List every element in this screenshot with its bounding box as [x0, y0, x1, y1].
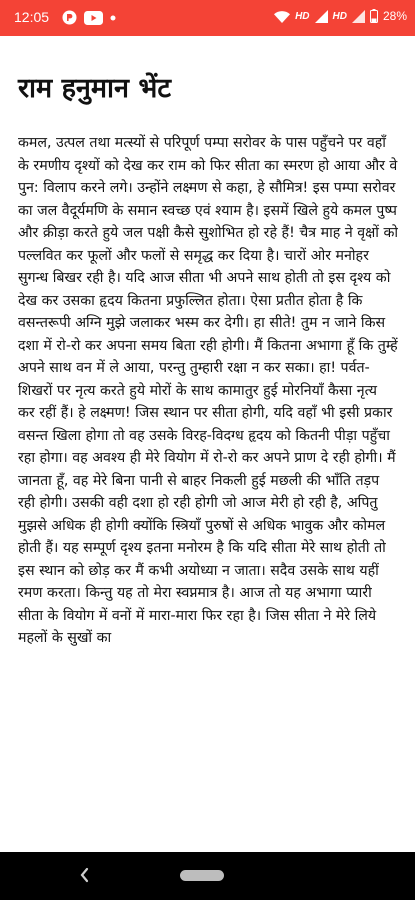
- status-right: [274, 9, 407, 23]
- dot-icon: [110, 15, 116, 21]
- network-type-1: HD: [295, 10, 310, 22]
- status-time: 12:05: [14, 9, 50, 25]
- notification-icons: [62, 10, 116, 25]
- status-bar: [0, 0, 415, 36]
- back-icon[interactable]: [78, 866, 90, 888]
- pocket-casts-icon: [62, 10, 77, 25]
- signal-icon: [315, 10, 328, 23]
- article-text: कमल, उत्पल तथा मत्स्यों से परिपूर्ण पम्पा सरोवर के पास पहुँचने पर वहाँ के रमणीय दृश्यों को देख कर राम को फिर सीता का स्मरण हो आया और वे पुन: विलाप करने लगे। उन्होंने लक्ष्मण से कहा, हे सौमित्र! इस पम्पा सरोवर का जल वैदूर्यमणि के समान स्वच्छ एवं श्याम है। इसमें खिले हुये कमल पुष्प और क्रीड़ा करते हुये जल पक्षी कैसे सुशोभित हो रहे हैं! चैत्र माह ने वृक्षों को पल्लवित कर फूलों और फलों से समृद्ध कर दिया है। चारों ओर मनोहर सुगन्ध बिखर रही है। यदि आज सीता भी अपने साथ होती तो इस दृश्य को देख कर उसका हृदय कितना प्रफुल्लित होता। ऐसा प्रतीत होता है कि वसन्तरूपी अग्नि मुझे जलाकर भस्म कर देगी। हा सीते! तुम न जाने किस दशा में रो-रो कर अपना समय बिता रही होगी। मैं कितना अभागा हूँ कि तुम्हें अपने साथ वन में ले आया, परन्तु तुम्हारी रक्षा न कर सका। हा! पर्वत-शिखरों पर नृत्य करते हुये मोरों के साथ कामातुर हुई मोरनियाँ कैसा नृत्य कर रहीं हैं। हे लक्ष्मण! जिस स्थान पर सीता होगी, यदि वहाँ भी इसी प्रकार वसन्त खिला होगा तो वह उसके विरह-विदग्ध हृदय को कितनी पीड़ा पहुँचा रहा होगा। वह अवश्य ही मेरे वियोग में रो-रो कर अपने प्राण दे रही होगी। मैं जानता हूँ, वह मेरे बिना पानी से बाहर निकली हुई मछली की भाँति तड़प रही होगी। उसकी वही दशा हो रही होगी जो आज मेरी हो रही है, अपितु मुझसे अधिक ही होगी क्योंकि स्त्रियाँ पुरुषों से अधिक भावुक और कोमल होती हैं। यह सम्पूर्ण दृश्य इतना मनोरम है कि यदि सीता मेरे साथ होती तो इस स्थान को छोड़ कर मैं कभी अयोध्या न जाता। सदैव उसके साथ यहीं रमण करता। किन्तु यह तो मेरा स्वप्नमात्र है। आज तो यह अभागा प्यारी सीता के वियोग में वनों में मारा-मारा फिर रहा है। जिस सीता ने मेरे लिये महलों के सुखों का: [18, 135, 398, 646]
- wifi-icon: [274, 10, 290, 23]
- page-title: राम हनुमान भेंट: [18, 73, 172, 104]
- navigation-bar: [0, 852, 415, 900]
- youtube-icon: [84, 11, 103, 25]
- battery-percent: 28%: [382, 9, 407, 23]
- signal-icon-2: [352, 10, 365, 23]
- battery-icon: [370, 9, 378, 23]
- article-body: [18, 132, 398, 832]
- network-type-2: HD: [332, 10, 347, 22]
- home-pill[interactable]: [180, 870, 224, 881]
